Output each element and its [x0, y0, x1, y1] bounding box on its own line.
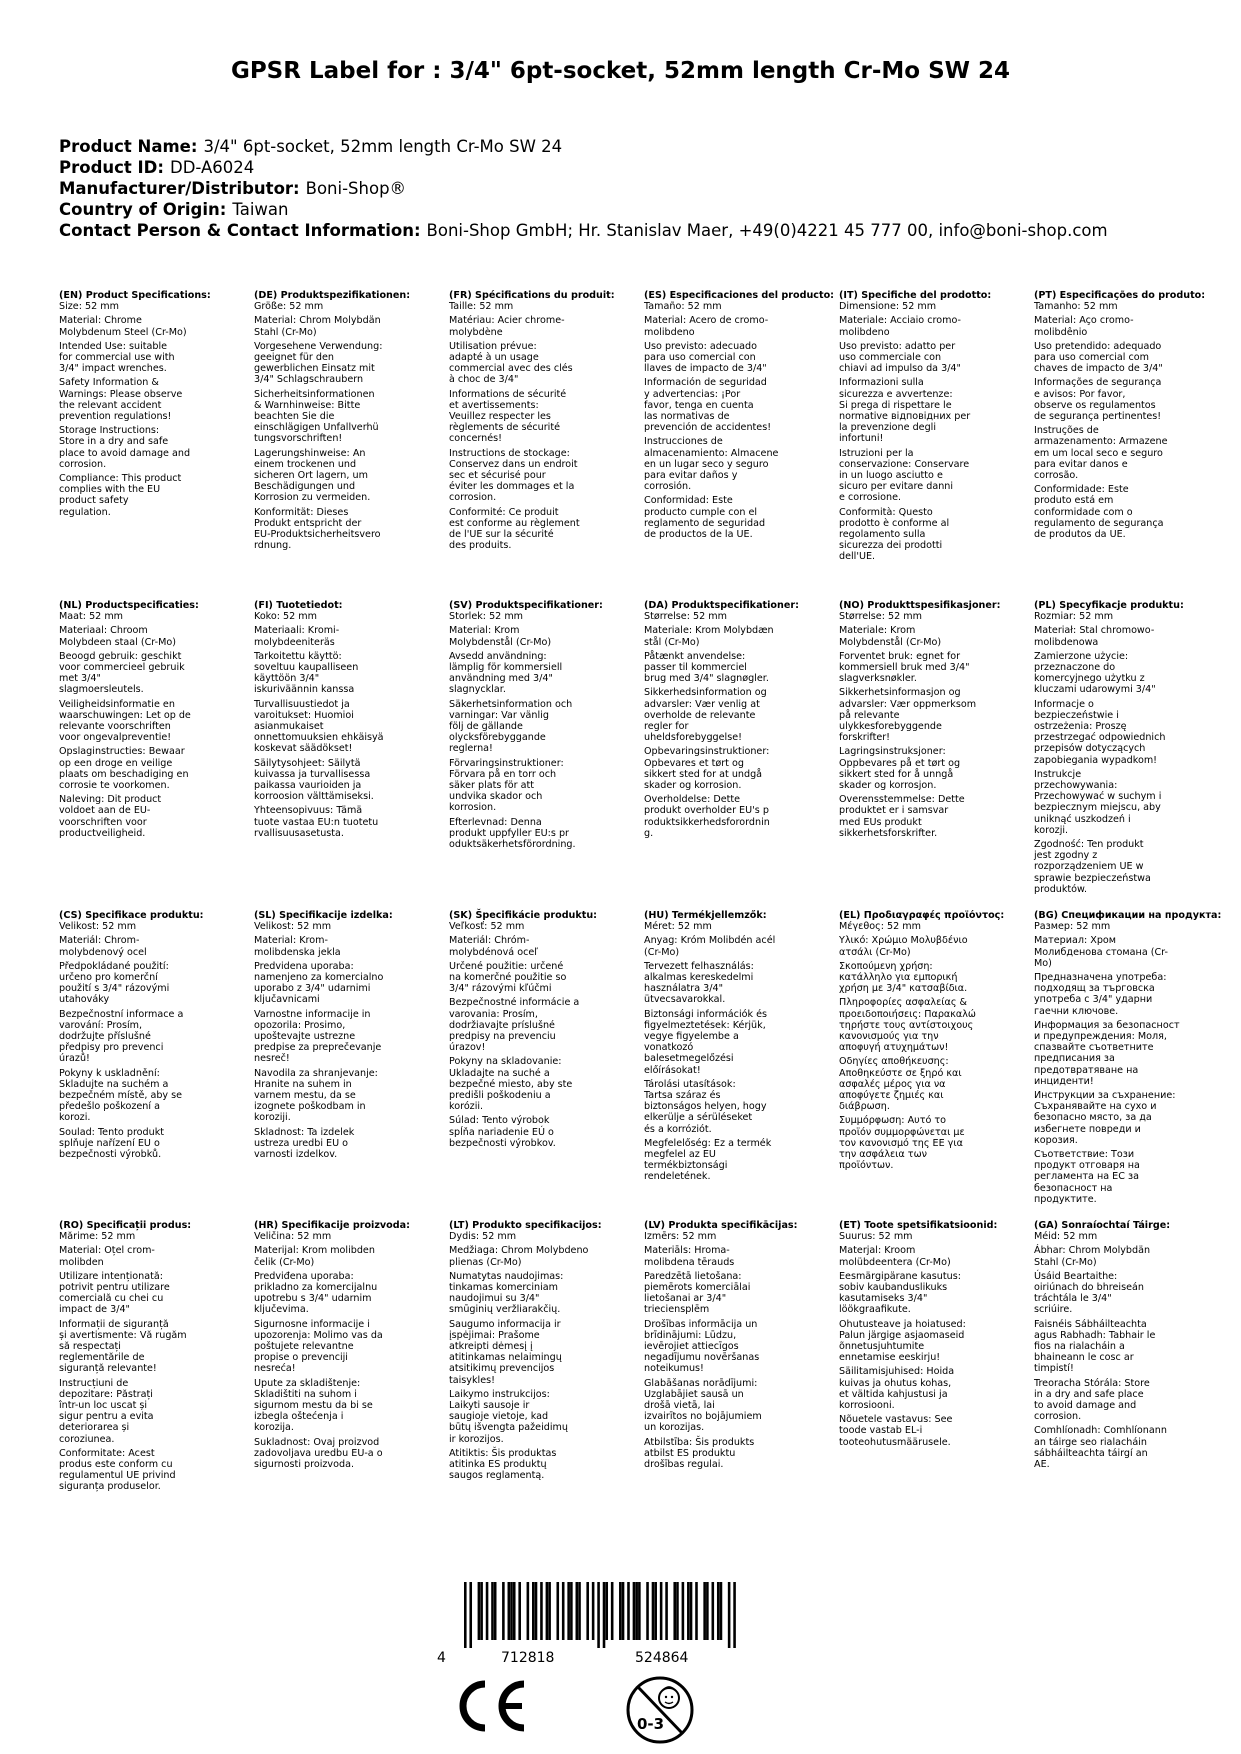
language-block-line: Saugumo informacija ir įspėjimai: Prašome atkreipti dėmesį į atitinkamas nelaimingų atsitikimų prevencijos taisykles!	[449, 1318, 562, 1386]
country-label: Country of Origin:	[59, 200, 227, 219]
language-block-line: Veľkosť: 52 mm	[449, 921, 525, 933]
language-block-line: Säkerhetsinformation och varningar: Var vänlig följ de gällande olycksförebyggande reglerna!	[449, 698, 573, 755]
language-block-line: Materiaali: Kromi- molybdeeniteräs	[254, 625, 340, 648]
manufacturer-label: Manufacturer/Distributor:	[59, 179, 300, 198]
language-block-line: Dimensione: 52 mm	[839, 301, 937, 313]
language-block-line: Materiaal: Chroom Molybdeen staal (Cr-Mo)	[59, 625, 176, 648]
language-block-line: Размер: 52 mm	[1034, 921, 1111, 933]
language-block-header: (ES) Especificaciones del producto:	[644, 290, 835, 301]
language-block-line: Rozmiar: 52 mm	[1034, 611, 1114, 623]
language-block-line: Lagringsinstruksjoner: Oppbevares på et tørt og sikkert sted for å unngå skader og korrosjon.	[839, 746, 961, 792]
language-block	[449, 600, 629, 853]
language-block-header: (FI) Tuotetiedot:	[254, 600, 343, 611]
language-block-line: Material: Krom- molibdenska jekla	[254, 935, 341, 958]
barcode-bar	[546, 1582, 549, 1640]
language-block-line: Informacje o bezpieczeństwie i ostrzeżenia: Proszę przestrzegać odpowiednich przepisów dotyczących zapobiegania wypadkom!	[1034, 698, 1166, 766]
barcode-bar	[728, 1582, 731, 1648]
barcode-bar	[532, 1582, 535, 1640]
language-block-line: Eesmärgipärane kasutus: sobiv kaubanduslikuks kasutamiseks 3/4" löökgraafikute.	[839, 1270, 961, 1316]
language-block-line: Treoracha Stórála: Store in a dry and safe place to avoid damage and corrosion.	[1034, 1377, 1150, 1423]
language-block-line: Beoogd gebruik: geschikt voor commercieel gebruik met 3/4" slagmoersleutels.	[59, 650, 185, 696]
language-block-line: Materiale: Krom Molybdenstål (Cr-Mo)	[839, 625, 942, 648]
language-block-line: Safety Information & Warnings: Please observe the relevant accident prevention regulations!	[59, 377, 183, 423]
barcode-bar	[518, 1582, 521, 1640]
language-block	[839, 1220, 1019, 1451]
language-block-line: Nõuetele vastavus: See toode vastab EL-i tooteohutusmäärusele.	[839, 1414, 953, 1448]
barcode-bar	[673, 1582, 676, 1640]
language-block-line: Sikkerhetsinformasjon og advarsler: Vær oppmerksom på relevante ulykkesforebyggende forskrifter!	[839, 687, 977, 744]
language-block-line: Overholdelse: Dette produkt overholder EU's p roduktsikkerhedsforordnin g.	[644, 794, 770, 839]
language-block-line: Sicherheitsinformationen & Warnhinweise: Bitte beachten Sie die einschlägigen Unfallverhü tungsvorschriften!	[254, 388, 379, 445]
language-block-line: Ohutusteave ja hoiatused: Palun järgige asjaomaseid õnnetusjuhtumite ennetamise eeskirju!	[839, 1318, 966, 1364]
language-block-header: (DA) Produktspecifikationer:	[644, 600, 799, 611]
barcode-bar	[562, 1582, 565, 1640]
ean-barcode	[435, 1582, 735, 1670]
barcode-bar	[508, 1582, 511, 1640]
language-block-line: Istruzioni per la conservazione: Conservare in un luogo asciutto e sicuro per evitare danni e corrosione.	[839, 447, 970, 504]
language-block-line: Avsedd användning: lämplig för kommersiell användning med 3/4" slagnycklar.	[449, 650, 563, 696]
language-block-line: Informazioni sulla sicurezza e avvertenze: Si prega di rispettare le normative відповідних per la prevenzione degli infortuni!	[839, 377, 971, 445]
language-block-line: Sikkerhedsinformation og advarsler: Vær venlig at overholde de relevante regler for uheldsforebyggelse!	[644, 687, 767, 744]
barcode-bar	[480, 1582, 483, 1640]
barcode-bar	[592, 1582, 595, 1640]
barcode-digit-first: 4	[437, 1650, 446, 1666]
language-block-line: Storlek: 52 mm	[449, 611, 524, 623]
language-block-line: Informations de sécurité et avertissements: Veuillez respecter les règlements de sécurité concernés!	[449, 388, 567, 445]
language-block-line: Soulad: Tento produkt splňuje nařízení EU o bezpečnosti výrobků.	[59, 1126, 165, 1161]
language-block-line: Υλικό: Χρώμιο Μολυβδένιο ατσάλι (Cr-Mo)	[839, 935, 968, 958]
language-block-line: Biztonsági információk és figyelmeztetések: Kérjük, vegye figyelembe a vonatkozó balesetmegelőzési előírásokat!	[644, 1008, 767, 1076]
language-block-line: Úsáid Beartaithe: oiriúnach do bhreiseán tráchtála le 3/4" scriúire.	[1034, 1270, 1144, 1316]
language-block-line: Vorgesehene Verwendung: geeignet für den gewerblichen Einsatz mit 3/4" Schlagschraubern	[254, 340, 383, 386]
language-block-line: Tárolási utasítások: Tartsa száraz és biztonságos helyen, hogy elkerülje a sérüléseket és a korróziót.	[644, 1078, 767, 1135]
language-block	[449, 290, 629, 554]
language-block-line: Paredzētā lietošana: piemērots komerciālai lietošanai ar 3/4" trieciensplēm	[644, 1270, 751, 1316]
language-block-header: (NO) Produkttspesifikasjoner:	[839, 600, 1001, 611]
language-block-header: (PT) Especificações do produto:	[1034, 290, 1206, 301]
language-block-line: Maat: 52 mm	[59, 611, 124, 623]
language-block-line: Veličina: 52 mm	[254, 1231, 332, 1243]
language-block-line: Σκοπούμενη χρήση: κατάλληλο για εμπορική χρήση με 3/4" κατσαβίδια.	[839, 960, 968, 995]
language-block-header: (HU) Termékjellemzők:	[644, 910, 767, 921]
language-block-line: Οδηγίες αποθήκευσης: Αποθηκεύστε σε ξηρό και ασφαλές μέρος για να αποφύγετε ζημιές και διάβρωση.	[839, 1056, 962, 1113]
barcode-bar	[478, 1582, 481, 1640]
barcode-bar	[513, 1582, 516, 1640]
language-block-header: (FR) Spécifications du produit:	[449, 290, 615, 301]
language-block-line: Mărime: 52 mm	[59, 1231, 136, 1243]
barcode-bar	[603, 1582, 606, 1648]
language-block-line: Compliance: This product complies with the EU product safety regulation.	[59, 473, 182, 518]
barcode-bar	[638, 1582, 641, 1640]
barcode-bar	[687, 1582, 690, 1640]
language-block-header: (LT) Produkto specifikacijos:	[449, 1220, 602, 1231]
language-block-line: Sukladnost: Ovaj proizvod zadovoljava uredbu EU-a o sigurnosti proizvoda.	[254, 1436, 383, 1471]
barcode-bar	[576, 1582, 579, 1640]
language-block-header: (DE) Produktspezifikationen:	[254, 290, 411, 301]
language-block-line: Предназначена употреба: подходящ за търговска употреба с 3/4" ударни гаечни ключове.	[1034, 972, 1167, 1017]
barcode-bar	[567, 1582, 570, 1640]
language-block-line: Předpokládané použití: určeno pro komerční použití s 3/4" rázovými utahováky	[59, 960, 170, 1006]
language-block-line: Ábhar: Chrom Molybdän Stahl (Cr-Mo)	[1034, 1245, 1151, 1268]
language-block-line: Material: Chrom Molybdän Stahl (Cr-Mo)	[254, 315, 381, 338]
language-block-line: Varnostne informacije in opozorila: Prosimo, upoštevajte ustrezne predpise za preprečevanje nesreč!	[254, 1008, 382, 1065]
barcode-bar	[570, 1582, 573, 1640]
language-block-header: (SV) Produktspecifikationer:	[449, 600, 603, 611]
language-block	[644, 290, 835, 543]
barcode-bar	[712, 1582, 715, 1640]
language-block-line: Predvidena uporaba: namenjeno za komercialno uporabo z 3/4" udarnimi ključavnicami	[254, 960, 384, 1006]
language-block-line: Turvallisuustiedot ja varoitukset: Huomioi asianmukaiset onnettomuuksien ehkäisyä koskevat säädökset!	[254, 698, 384, 755]
barcode-bar	[548, 1582, 551, 1640]
language-block-line: Instructions de stockage: Conservez dans un endroit sec et sécurisé pour éviter les dommages et la corrosion.	[449, 447, 578, 504]
barcode-bar	[597, 1582, 600, 1648]
language-block-line: Velikost: 52 mm	[59, 921, 137, 933]
barcode-bar	[611, 1582, 614, 1640]
language-block-line: Méid: 52 mm	[1034, 1231, 1098, 1243]
language-block-line: Instrukcje przechowywania: Przechowywać w suchym i bezpiecznym miejscu, aby uniknąć uszkodzeń i korozji.	[1034, 768, 1162, 836]
language-block-line: Skladnost: Ta izdelek ustreza uredbi EU o varnosti izdelkov.	[254, 1126, 355, 1161]
language-spec-grid	[59, 290, 1239, 1493]
language-block	[644, 1220, 824, 1473]
product-id-row	[59, 157, 1108, 178]
language-block-line: Size: 52 mm	[59, 301, 119, 313]
language-block-line: Säilitamisjuhised: Hoida kuivas ja ohutus kohas, et vältida kahjustusi ja korrosiooni.	[839, 1366, 955, 1412]
barcode-bar	[665, 1582, 668, 1640]
language-block-line: Materiale: Acciaio cromo- molibdeno	[839, 315, 961, 338]
language-block-line: Størrelse: 52 mm	[644, 611, 727, 623]
contact-row	[59, 220, 1108, 241]
barcode-bar	[586, 1582, 589, 1640]
language-block-line: Veiligheidsinformatie en waarschuwingen: Let op de relevante voorschriften voor ongevalpreventie!	[59, 698, 191, 744]
language-block-line: Størrelse: 52 mm	[839, 611, 922, 623]
language-block-line: Materiál: Chróm- molybdénová oceľ	[449, 935, 538, 958]
language-block-line: Laikymo instrukcijos: Laikyti sausoje ir saugioje vietoje, kad būtų išvengta pažeidimų ir korozijos.	[449, 1388, 568, 1445]
language-block-line: Instruções de armazenamento: Armazene em um local seco e seguro para evitar danos e corrosão.	[1034, 425, 1168, 482]
language-block-line: Инструкции за съхранение: Съхранявайте на сухо и безопасно място, за да избегнете повреди и корозия.	[1034, 1090, 1176, 1146]
barcode-bar	[494, 1582, 497, 1640]
language-block-header: (CS) Specifikace produktu:	[59, 910, 204, 921]
language-block-line: Forventet bruk: egnet for kommersiell bruk med 3/4" slagverksnøkler.	[839, 650, 970, 685]
language-block-line: Izmērs: 52 mm	[644, 1231, 717, 1243]
language-block-line: Tervezett felhasználás: alkalmas kereskedelmi használatra 3/4" ütvecsavarokkal.	[644, 960, 754, 1006]
page-title: GPSR Label for : 3/4" 6pt-socket, 52mm length Cr-Mo SW 24	[230, 58, 1011, 84]
language-block-line: Материал: Хром Молибденова стомана (Cr- Mo)	[1034, 935, 1168, 969]
barcode-bar	[635, 1582, 638, 1640]
barcode-bar	[486, 1582, 489, 1640]
language-block	[449, 910, 629, 1152]
barcode-bar	[720, 1582, 723, 1640]
language-block-line: Μέγεθος: 52 mm	[839, 921, 921, 933]
language-block-line: Atbilstība: Šis produkts atbilst ES produktu drošības regulai.	[644, 1436, 755, 1471]
language-block-line: Информация за безопасност и предупреждения: Моля, спазвайте съответните предписания за предотвратяване на инциденти!	[1034, 1019, 1180, 1087]
language-block-header: (GA) Sonraíochtaí Táirge:	[1034, 1220, 1171, 1231]
barcode-bar	[690, 1582, 693, 1640]
barcode-bar	[464, 1582, 467, 1648]
language-block-line: Glabāšanas norādījumi: Uzglabājiet sausā un drošā vietā, lai izvairītos no bojājumiem un korozijas.	[644, 1377, 762, 1434]
language-block-line: Información de seguridad y advertencias: ¡Por favor, tenga en cuenta las normativas de prevención de accidentes!	[644, 377, 772, 434]
language-block-line: Material: Krom Molybdenstål (Cr-Mo)	[449, 625, 552, 648]
language-block-line: Overensstemmelse: Dette produktet er i samsvar med EUs produkt sikkerhetsforskrifter.	[839, 794, 965, 839]
manufacturer-row	[59, 178, 1108, 199]
language-block-line: Informações de segurança e avisos: Por favor, observe os regulamentos de segurança pertinentes!	[1034, 377, 1162, 423]
language-block-line: Material: Oțel crom- molibden	[59, 1245, 155, 1268]
language-block	[839, 910, 1019, 1174]
language-block-line: Tamanho: 52 mm	[1034, 301, 1118, 313]
language-block	[1034, 290, 1214, 543]
language-block-header: (IT) Specifiche del prodotto:	[839, 290, 992, 301]
barcode-bar	[682, 1582, 685, 1640]
language-block-header: (NL) Productspecificaties:	[59, 600, 199, 611]
product-info-block	[59, 136, 1108, 241]
barcode-bar	[622, 1582, 625, 1640]
age-warning-0-3-icon	[625, 1674, 695, 1746]
language-block-line: Conformitate: Acest produs este conform cu regulamentul UE privind siguranța produselor.	[59, 1447, 176, 1493]
language-block-line: Matériau: Acier chrome- molybdène	[449, 315, 565, 338]
language-block-line: Bezpečnostní informace a varování: Prosím, dodržujte příslušné předpisy pro prevenci úrazů!	[59, 1008, 184, 1065]
language-block	[59, 600, 239, 842]
language-block	[254, 910, 434, 1163]
language-block-line: Naleving: Dit product voldoet aan de EU- voorschriften voor productveiligheid.	[59, 794, 162, 839]
manufacturer-value: Boni-Shop®	[305, 179, 407, 198]
barcode-bar	[633, 1582, 636, 1640]
barcode-bar	[510, 1582, 513, 1640]
language-block-line: Material: Chrome Molybdenum Steel (Cr-Mo)	[59, 315, 187, 338]
language-block-header: (SK) Špecifikácie produktu:	[449, 910, 598, 921]
product-name-value: 3/4" 6pt-socket, 52mm length Cr-Mo SW 24	[203, 137, 563, 156]
language-block-line: Súlad: Tento výrobok spĺňa nariadenie EÚ o bezpečnosti výrobkov.	[449, 1115, 556, 1149]
language-block-header: (PL) Specyfikacje produktu:	[1034, 600, 1184, 611]
product-name-row	[59, 136, 1108, 157]
product-name-label: Product Name:	[59, 137, 198, 156]
barcode-bar	[717, 1582, 720, 1640]
language-block-line: Sigurnosne informacije i upozorenja: Molimo vas da poštujete relevantne propise o prevenciji nesreća!	[254, 1318, 383, 1375]
language-block-line: Storage Instructions: Store in a dry and safe place to avoid damage and corrosion.	[59, 425, 191, 470]
language-block-line: Utilisation prévue: adapté à un usage commercial avec des clés à choc de 3/4"	[449, 340, 573, 386]
language-block-line: Informații de siguranță și avertismente: Vă rugăm să respectați reglementările de siguranță relevante!	[59, 1318, 187, 1375]
language-block	[1034, 600, 1214, 898]
barcode-bar	[703, 1582, 706, 1640]
language-block-line: Určené použitie: určené na komerčné použitie so 3/4" rázovými kľúčmi	[449, 960, 567, 995]
language-block-line: Materijal: Krom molibden čelik (Cr-Mo)	[254, 1245, 375, 1268]
language-block-header: (EN) Product Specifications:	[59, 290, 211, 301]
barcode-bar	[627, 1582, 630, 1640]
language-block-line: Opbevaringsinstruktioner: Opbevares et tørt og sikkert sted for at undgå skader og korrosion.	[644, 746, 770, 792]
barcode-bar	[660, 1582, 663, 1640]
language-block	[254, 290, 434, 554]
language-block	[59, 290, 239, 521]
language-block-line: Uso previsto: adatto per uso commerciale con chiavi ad impulso da 3/4"	[839, 340, 961, 375]
language-block-header: (LV) Produkta specifikācijas:	[644, 1220, 798, 1231]
language-block	[254, 600, 434, 842]
language-block-line: Méret: 52 mm	[644, 921, 712, 933]
language-block-line: Yhteensopivuus: Tämä tuote vastaa EU:n tuotetu rvallisuusasetusta.	[254, 805, 379, 839]
language-block-line: Påtænkt anvendelse: passer til kommerciel brug med 3/4" slagnøgler.	[644, 650, 769, 685]
language-block-line: Efterlevnad: Denna produkt uppfyller EU:s pr oduktsäkerhetsförordning.	[449, 816, 576, 851]
barcode-bar	[527, 1582, 530, 1640]
language-block-line: Opslaginstructies: Bewaar op een droge en veilige plaats om beschadiging en corrosie te voorkomen.	[59, 746, 189, 792]
language-block-line: Velikost: 52 mm	[254, 921, 332, 933]
product-id-value: DD-A6024	[169, 158, 255, 177]
language-block	[1034, 910, 1222, 1208]
language-block-line: Materiāls: Hroma- molibdena tērauds	[644, 1245, 735, 1268]
language-block-line: Upute za skladištenje: Skladištiti na suhom i sigurnom mestu da bi se izbegla oštećenja i korozija.	[254, 1377, 373, 1434]
barcode-bar	[695, 1582, 698, 1640]
language-block-line: Megfelelőség: Ez a termék megfelel az EU termékbiztonsági rendeletének.	[644, 1137, 772, 1183]
language-block-line: Instrucciones de almacenamiento: Almacene en un lugar seco y seguro para evitar daños y corrosión.	[644, 436, 779, 493]
language-block-line: Größe: 52 mm	[254, 301, 324, 313]
product-id-label: Product ID:	[59, 158, 164, 177]
language-block-line: Lagerungshinweise: An einem trockenen und sicheren Ort lagern, um Beschädigungen und Korrosion zu vermeiden.	[254, 447, 371, 504]
language-block-line: Bezpečnostné informácie a varovania: Prosím, dodržiavajte príslušné predpisy na prevenciu úrazov!	[449, 997, 580, 1054]
language-block-line: Tarkoitettu käyttö: soveltuu kaupalliseen käyttöön 3/4" iskuriväännin kanssa	[254, 650, 359, 696]
language-block-header: (EL) Προδιαγραφές προϊόντος:	[839, 910, 1005, 921]
language-block-line: Predviđena uporaba: prikladno za komercijalnu upotrebu s 3/4" udarnim ključevima.	[254, 1270, 378, 1316]
barcode-digits-right: 524864	[635, 1650, 689, 1666]
language-block	[254, 1220, 434, 1473]
language-block-line: Conformità: Questo prodotto è conforme al regolamento sulla sicurezza dei prodotti dell'UE.	[839, 506, 950, 563]
barcode-bar	[540, 1582, 543, 1640]
language-block-line: Πληροφορίες ασφαλείας & προειδοποιήσεις: Παρακαλώ τηρήστε τους αντίστοιχους κανονισμούς για την αποφυγή ατυχημάτων!	[839, 997, 976, 1054]
barcode-bar	[556, 1582, 559, 1640]
barcode-bar	[733, 1582, 736, 1648]
language-block-line: Konformität: Dieses Produkt entspricht der EU-Produktsicherheitsvero rdnung.	[254, 506, 381, 552]
language-block-line: Atitiktis: Šis produktas atitinka ES produktų saugos reglamentą.	[449, 1447, 557, 1482]
language-block-line: Material: Acero de cromo- molibdeno	[644, 315, 769, 338]
language-block-header: (ET) Toote spetsifikatsioonid:	[839, 1220, 998, 1231]
barcode-bar	[469, 1582, 472, 1648]
language-block-line: Medžiaga: Chrom Molybdeno plienas (Cr-Mo)	[449, 1245, 589, 1268]
language-block-line: Conformidade: Este produto está em conformidade com o regulamento de segurança de produtos da UE.	[1034, 484, 1164, 541]
language-block	[839, 600, 1019, 842]
barcode-bar	[535, 1582, 538, 1640]
barcode-bar	[578, 1582, 581, 1640]
language-block-line: Navodila za shranjevanje: Hranite na suhem in varnem mestu, da se izognete poškodbam in koroziji.	[254, 1067, 378, 1124]
barcode-bar	[619, 1582, 622, 1640]
language-block-header: (RO) Specificații produs:	[59, 1220, 192, 1231]
barcode-bar	[491, 1582, 494, 1640]
language-block-line: Suurus: 52 mm	[839, 1231, 913, 1243]
language-block-line: Material: Aço cromo- molibdênio	[1034, 315, 1134, 338]
language-block-line: Förvaringsinstruktioner: Förvara på en torr och säker plats för att undvika skador och korrosion.	[449, 757, 564, 814]
language-block	[449, 1220, 629, 1484]
language-block	[644, 600, 824, 842]
language-block-line: Materiał: Stal chromowo- molibdenowa	[1034, 625, 1155, 648]
barcode-digits-left: 712818	[501, 1650, 555, 1666]
language-block-line: Conformité: Ce produit est conforme au règlement de l'UE sur la sécurité des produits.	[449, 506, 580, 552]
language-block	[644, 910, 824, 1186]
barcode-bar	[706, 1582, 709, 1640]
language-block-line: Uso previsto: adecuado para uso comercial con llaves de impacto de 3/4"	[644, 340, 767, 375]
language-block-line: Utilizare intenționată: potrivit pentru utilizare comercială cu chei cu impact de 3/4"	[59, 1270, 170, 1316]
contact-label: Contact Person & Contact Information:	[59, 221, 421, 240]
barcode-bar	[654, 1582, 657, 1640]
barcode-bar	[652, 1582, 655, 1640]
language-block-line: Zgodność: Ten produkt jest zgodny z rozporządzeniem UE w sprawie bezpieczeństwa produktów.	[1034, 839, 1151, 895]
language-block-header: (BG) Спецификации на продукта:	[1034, 910, 1222, 921]
ce-mark-icon	[452, 1678, 530, 1734]
barcode-bar	[646, 1582, 649, 1640]
language-block-line: Materiale: Krom Molybdæn stål (Cr-Mo)	[644, 625, 774, 648]
svg-text:0-3: 0-3	[637, 1715, 665, 1733]
language-block-line: Intended Use: suitable for commercial use with 3/4" impact wrenches.	[59, 340, 175, 375]
barcode-bar	[676, 1582, 679, 1640]
language-block-line: Pokyny na skladovanie: Ukladajte na suché a bezpečné miesto, aby ste predišli poškodeniu a korózii.	[449, 1056, 573, 1113]
barcode-bar	[502, 1582, 505, 1640]
language-block	[839, 290, 1019, 566]
language-block-line: Tamaño: 52 mm	[644, 301, 722, 313]
language-block	[1034, 1220, 1214, 1473]
country-value: Taiwan	[232, 200, 289, 219]
language-block	[59, 1220, 239, 1496]
language-block-line: Συμμόρφωση: Αυτό το προϊόν συμμορφώνεται με τον κανονισμό της ΕΕ για την ασφάλεια των προϊόντων.	[839, 1115, 965, 1172]
language-block-line: Drošības informācija un brīdinājumi: Lūdzu, ievērojiet attiecīgos negadījumu novēršanas noteikumus!	[644, 1318, 760, 1375]
language-block-line: Koko: 52 mm	[254, 611, 317, 623]
language-block-line: Säilytysohjeet: Säilytä kuivassa ja turvallisessa paikassa vaurioiden ja korroosion välttämiseksi.	[254, 757, 374, 803]
barcode-bar	[605, 1582, 608, 1640]
language-block-line: Numatytas naudojimas: tinkamas komerciniam naudojimui su 3/4" smūginių veržliarakčių.	[449, 1270, 564, 1316]
language-block-line: Taille: 52 mm	[449, 301, 514, 313]
language-block-line: Pokyny k uskladnění: Skladujte na suchém a bezpečném místě, aby se předešlo poškození a korozi.	[59, 1067, 183, 1124]
language-block-header: (SL) Specifikacije izdelka:	[254, 910, 393, 921]
language-block-line: Съответствие: Този продукт отговаря на регламента на ЕС за безопасност на продуктите.	[1034, 1149, 1140, 1205]
language-block-line: Instrucțiuni de depozitare: Păstrați într-un loc uscat și sigur pentru a evita deteriorarea și coroziunea.	[59, 1377, 154, 1445]
language-block	[59, 910, 239, 1163]
language-block-line: Materiál: Chrom- molybdenový ocel	[59, 935, 147, 958]
language-block-line: Faisnéis Sábháilteachta agus Rabhadh: Tabhair le fios na rialacháin a bhaineann le cosc ar timpistí!	[1034, 1318, 1156, 1375]
language-block-line: Uso pretendido: adequado para uso comercial com chaves de impacto de 3/4"	[1034, 340, 1163, 375]
language-block-line: Anyag: Króm Molibdén acél (Cr-Mo)	[644, 935, 776, 958]
language-block-header: (HR) Specifikacije proizvoda:	[254, 1220, 410, 1231]
barcode-bars	[464, 1582, 736, 1648]
language-block-line: Comhlíonadh: Comhlíonann an táirge seo rialacháin sábháilteachta táirgí an AE.	[1034, 1425, 1167, 1471]
country-row	[59, 199, 1108, 220]
language-block-line: Conformidad: Este producto cumple con el reglamento de seguridad de productos de la UE.	[644, 495, 766, 541]
contact-value: Boni-Shop GmbH; Hr. Stanislav Maer, +49(0)4221 45 777 00, info@boni-shop.com	[426, 221, 1108, 240]
language-block-line: Materjal: Kroom molübdeentera (Cr-Mo)	[839, 1245, 951, 1268]
language-block-line: Zamierzone użycie: przeznaczone do komercyjnego użytku z kluczami udarowymi 3/4"	[1034, 650, 1156, 696]
language-block-line: Dydis: 52 mm	[449, 1231, 517, 1243]
